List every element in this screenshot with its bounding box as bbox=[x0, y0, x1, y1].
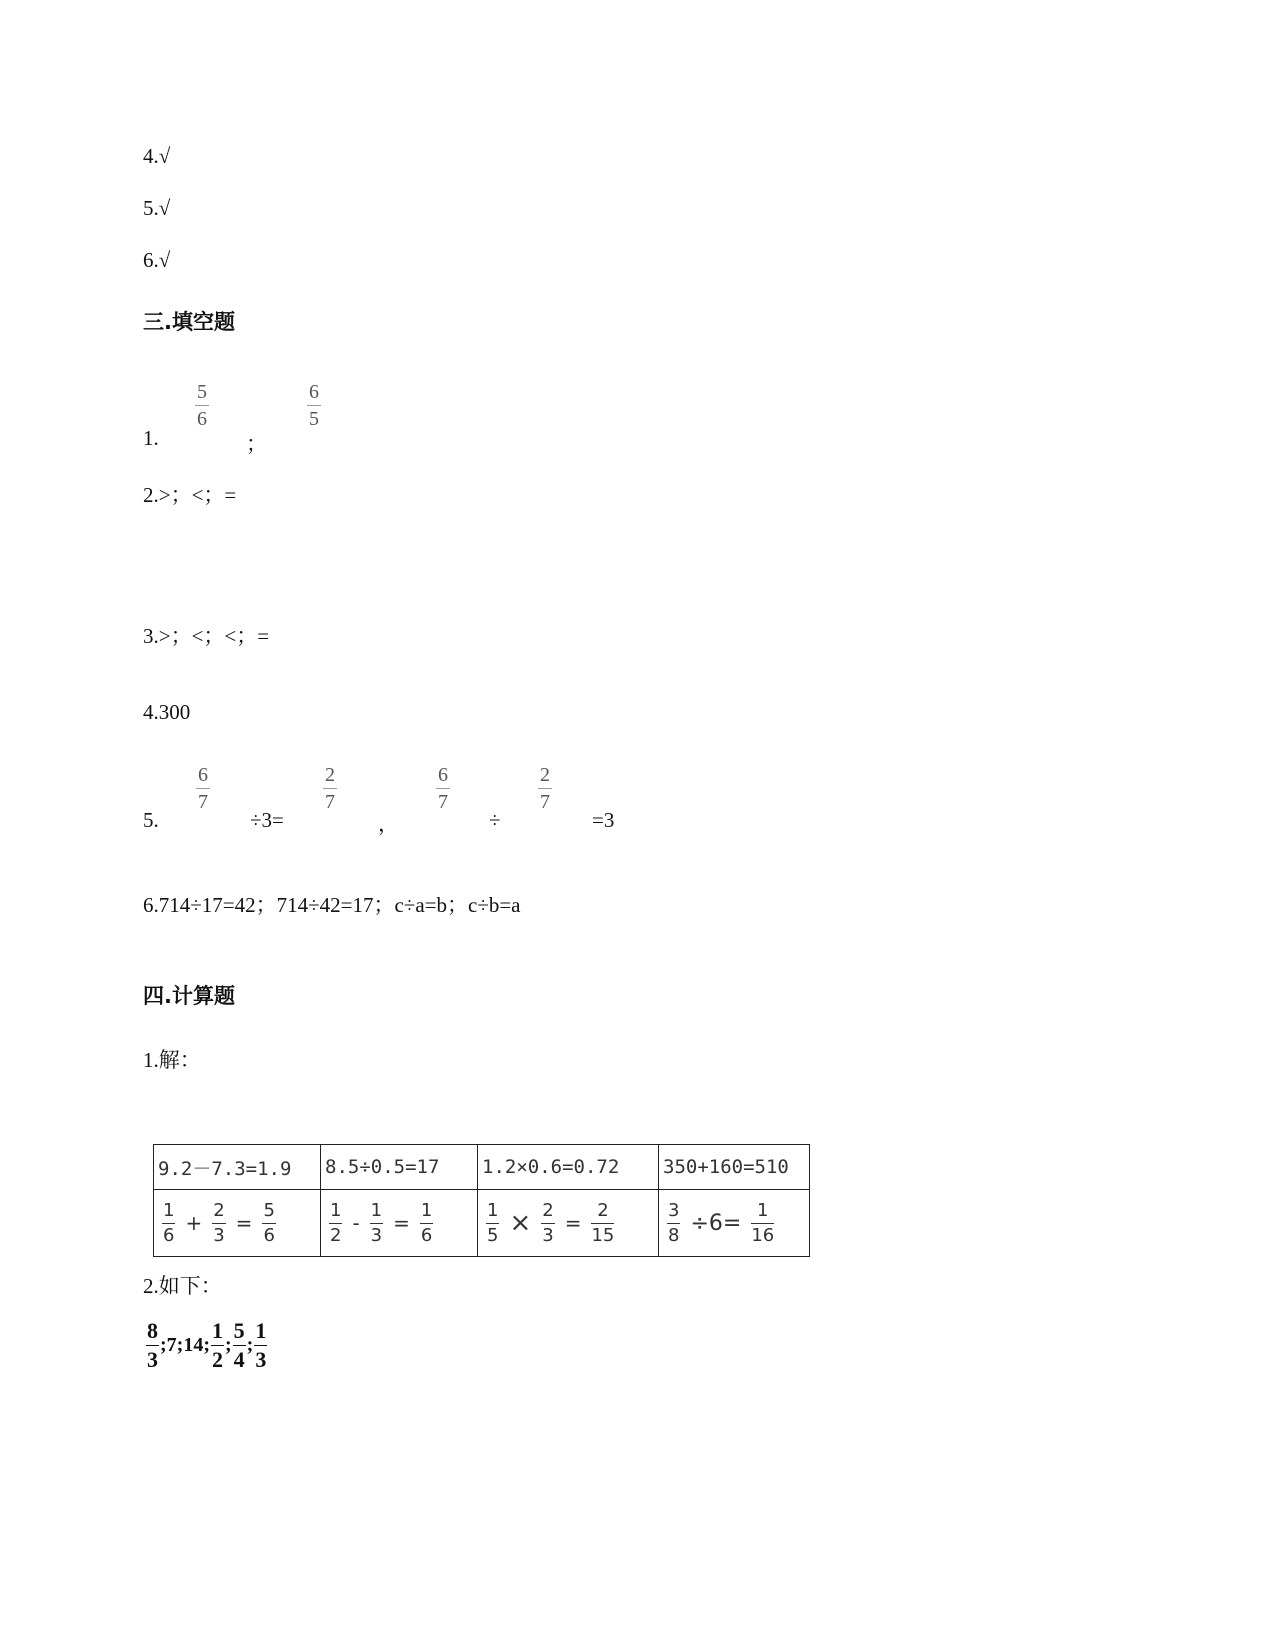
q1-fraction-1 bbox=[195, 382, 209, 429]
equals: = bbox=[235, 1211, 253, 1235]
numerator: 5 bbox=[195, 382, 209, 406]
answer-5: 5.√ bbox=[143, 196, 171, 220]
q5-comma: ， bbox=[378, 812, 399, 836]
answer-text: ;7;14; bbox=[160, 1334, 210, 1356]
table-row bbox=[154, 1145, 810, 1190]
table-cell: 1.2×0.6=0.72 bbox=[478, 1145, 659, 1190]
fraction: $\frac{5}{4}$ bbox=[233, 1318, 245, 1372]
denominator: 5 bbox=[309, 408, 319, 430]
numerator: 2 bbox=[323, 765, 337, 789]
q1-label: 1. bbox=[143, 426, 159, 450]
q5-fraction-2 bbox=[323, 765, 337, 812]
q5-label: 5. bbox=[143, 808, 159, 832]
denominator: 7 bbox=[198, 791, 208, 813]
denominator: 7 bbox=[325, 791, 335, 813]
fraction: $\frac{5}{6}$ bbox=[263, 1199, 275, 1246]
denominator: 7 bbox=[438, 791, 448, 813]
operator: + bbox=[185, 1211, 203, 1235]
equals: = bbox=[393, 1211, 410, 1235]
section-3-heading: 三.填空题 bbox=[143, 310, 235, 334]
numerator: 2 bbox=[538, 765, 552, 789]
q5-fraction-1 bbox=[196, 765, 210, 812]
fraction: $\frac{1}{16}$ bbox=[751, 1199, 775, 1246]
table-cell bbox=[321, 1190, 478, 1257]
numerator: 6 bbox=[436, 765, 450, 789]
table-cell bbox=[154, 1190, 321, 1257]
fraction: $\frac{1}{5}$ bbox=[487, 1199, 499, 1246]
table-cell bbox=[659, 1190, 810, 1257]
fraction: $\frac{1}{3}$ bbox=[255, 1318, 267, 1372]
fraction: $\frac{1}{2}$ bbox=[330, 1199, 342, 1246]
q1-fraction-2 bbox=[307, 382, 321, 429]
calc-q2-label: 2.如下： bbox=[143, 1274, 222, 1298]
denominator: 7 bbox=[540, 791, 550, 813]
table-cell: 9.2－7.3=1.9 bbox=[154, 1145, 321, 1190]
operator: ÷6= bbox=[690, 1210, 742, 1236]
calc-q1-label: 1.解： bbox=[143, 1048, 201, 1072]
table-cell bbox=[478, 1190, 659, 1257]
answer-4: 4.√ bbox=[143, 144, 171, 168]
numerator: 6 bbox=[196, 765, 210, 789]
fraction: $\frac{1}{6}$ bbox=[420, 1199, 433, 1246]
separator: ; bbox=[246, 1334, 254, 1356]
operator: - bbox=[352, 1211, 360, 1235]
calc-q2-answer bbox=[145, 1320, 268, 1371]
table-row bbox=[154, 1190, 810, 1257]
q1-separator: ； bbox=[246, 432, 267, 456]
fraction: $\frac{3}{8}$ bbox=[668, 1199, 680, 1246]
calculation-table bbox=[153, 1144, 810, 1257]
q5-fraction-4 bbox=[538, 765, 552, 812]
fill-q6: 6.714÷17=42；714÷42=17；c÷a=b；c÷b=a bbox=[143, 893, 521, 917]
table-cell: 350+160=510 bbox=[659, 1145, 810, 1190]
denominator: 6 bbox=[197, 408, 207, 430]
table-cell: 8.5÷0.5=17 bbox=[321, 1145, 478, 1190]
fraction: $\frac{2}{3}$ bbox=[213, 1199, 225, 1246]
separator: ; bbox=[224, 1334, 232, 1356]
operator: × bbox=[509, 1208, 532, 1238]
fraction: $\frac{8}{3}$ bbox=[147, 1318, 158, 1372]
fill-q4: 4.300 bbox=[143, 700, 191, 724]
fraction: $\frac{1}{2}$ bbox=[211, 1318, 223, 1372]
fill-q3: 3.>；<；<；= bbox=[143, 624, 270, 648]
answer-6: 6.√ bbox=[143, 248, 171, 272]
fraction: $\frac{1}{3}$ bbox=[370, 1199, 383, 1246]
fraction: $\frac{2}{15}$ bbox=[591, 1199, 615, 1246]
numerator: 6 bbox=[307, 382, 321, 406]
fill-q2: 2.>；<；= bbox=[143, 483, 237, 507]
fraction: $\frac{2}{3}$ bbox=[542, 1199, 554, 1246]
q5-text-2: ÷ bbox=[489, 808, 501, 832]
fraction: $\frac{1}{6}$ bbox=[163, 1199, 175, 1246]
q5-fraction-3 bbox=[436, 765, 450, 812]
q5-text-3: =3 bbox=[592, 808, 615, 832]
equals: = bbox=[564, 1211, 582, 1235]
q5-text-1: ÷3= bbox=[250, 808, 284, 832]
section-4-heading: 四.计算题 bbox=[143, 984, 235, 1008]
